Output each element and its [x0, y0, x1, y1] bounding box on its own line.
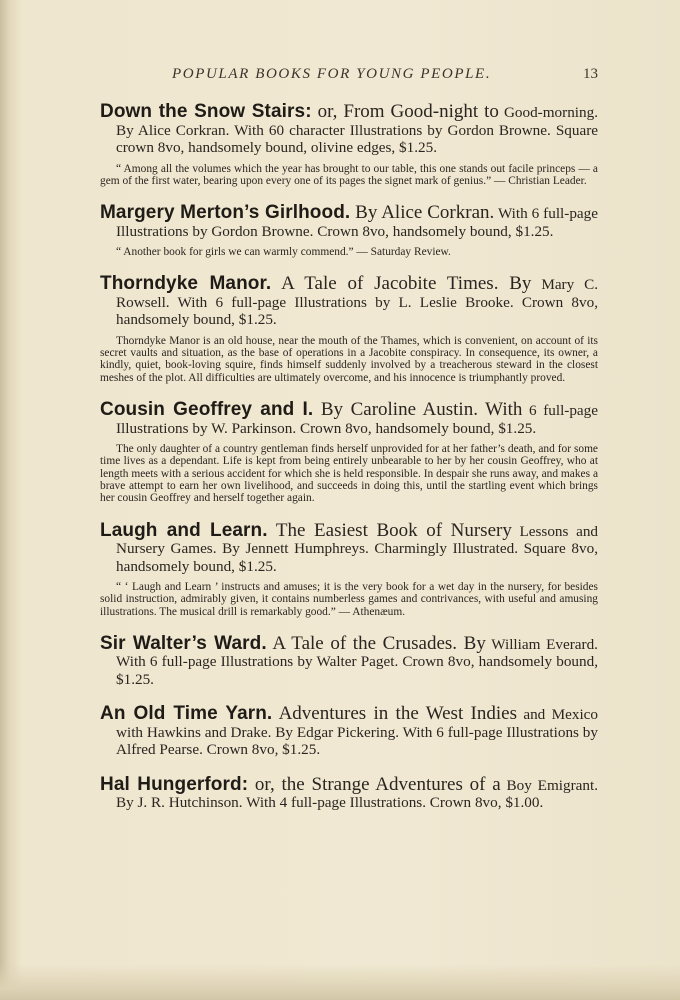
book-title: Hal Hungerford:	[100, 773, 249, 795]
book-subtitle: By Alice Corkran.	[350, 202, 495, 224]
book-entry-down-the-snow-stairs	[100, 103, 598, 187]
book-list	[100, 103, 598, 829]
book-title: An Old Time Yarn.	[100, 703, 273, 725]
book-entry-sir-walters-ward	[100, 632, 598, 689]
entry-description	[100, 275, 598, 329]
book-entry-margery-merton	[100, 204, 598, 258]
review-summary: Thorndyke Manor is an old house, near the mouth of the Thames, which is convenient, on account of its secret vaults and situation, as the base of operations in a Jacobite conspiracy. In consequence, its owner, a kindly, quiet, book-loving squire, finds himself suddenly involved by a treacherous steward in the closest meshes of the plot. All difficulties are ultimately overcome, and his innocence is triumphantly proved.	[100, 334, 598, 384]
page-bottom-edge	[0, 964, 680, 1000]
entry-description	[100, 632, 598, 689]
review-summary: The only daughter of a country gentleman finds herself unprovided for at her father’s death, and for some time lives as a dependant. Life is kept from being entirely unbearable to her by her cousin Geoffrey, who at length meets with a serious accident for which she is held responsible. In despair she runs away, and makes a brave attempt to earn her own livelihood, and succeeds in doing this, until the startling event which brings her cousin Geoffrey and herself together again.	[100, 443, 598, 505]
book-title: Thorndyke Manor.	[100, 273, 272, 295]
entry-description	[100, 705, 598, 759]
book-title: Cousin Geoffrey and I.	[100, 399, 314, 421]
page-number: 13	[583, 66, 598, 82]
book-title: Margery Merton’s Girlhood.	[100, 202, 351, 224]
book-subtitle: By Caroline Austin. With	[313, 399, 523, 421]
book-details: Lessons and Nursery Games. By Jennett Humphreys. Charmingly Illustrated. Square 8vo, handsomely bound, $1.25.	[116, 522, 599, 575]
book-title: Laugh and Learn.	[100, 519, 268, 541]
entry-description	[100, 401, 598, 437]
book-details: and Mexico with Hawkins and Drake. By Edgar Pickering. With 6 full-page Illustrations by Alfred Pearse. Crown 8vo, $1.25.	[116, 706, 598, 759]
book-subtitle: The Easiest Book of Nursery	[267, 519, 512, 541]
book-details: 6 full-page Illustrations by W. Parkinson. Crown 8vo, handsomely bound, $1.25.	[116, 402, 599, 437]
book-subtitle: or, From Good-night to	[311, 101, 499, 122]
page-header	[100, 66, 598, 83]
entry-description	[100, 773, 598, 812]
book-subtitle: Adventures in the West Indies	[272, 703, 517, 725]
entry-description	[100, 519, 599, 576]
review-quote: “ ‘ Laugh and Learn ’ instructs and amuses; it is the very book for a wet day in the nursery, for besides solid instruction, admirably given, it contains numberless games and contrivances, with useful and amusing illustrations. The musical drill is remarkably good.” — Athenæum.	[100, 581, 598, 618]
entry-description	[100, 204, 598, 240]
book-entry-old-time-yarn	[100, 705, 598, 759]
book-entry-laugh-and-learn	[100, 519, 599, 618]
book-details: Boy Emigrant. By J. R. Hutchinson. With 4 full-page Illustrations. Crown 8vo, $1.00.	[116, 776, 598, 812]
book-subtitle: or, the Strange Adventures of a	[248, 773, 501, 795]
book-title: Sir Walter’s Ward.	[100, 632, 267, 654]
book-entry-thorndyke-manor	[100, 275, 598, 384]
entry-description	[100, 103, 598, 157]
book-details: With 6 full-page Illustrations by Gordon Browne. Crown 8vo, handsomely bound, $1.25.	[116, 205, 598, 240]
book-details: William Everard. With 6 full-page Illustrations by Walter Paget. Crown 8vo, handsomely bound, $1.25.	[116, 635, 598, 688]
review-quote: “ Among all the volumes which the year has brought to our table, this one stands out facile princeps — a gem of the first water, bearing upon every one of its pages the signet mark of genius.” — Christian Leader.	[100, 162, 598, 187]
book-details: Good-morning. By Alice Corkran. With 60 character Illustrations by Gordon Browne. Square crown 8vo, handsomely bound, olivine edges, $1.25.	[116, 104, 599, 156]
book-details: Mary C. Rowsell. With 6 full-page Illustrations by L. Leslie Brooke. Crown 8vo, handsomely bound, $1.25.	[116, 276, 599, 329]
book-subtitle: A Tale of the Crusades. By	[266, 632, 486, 654]
review-quote: “ Another book for girls we can warmly commend.” — Saturday Review.	[116, 246, 451, 259]
book-entry-cousin-geoffrey	[100, 401, 598, 504]
book-subtitle: A Tale of Jacobite Times. By	[271, 273, 532, 295]
book-entry-hal-hungerford	[100, 773, 598, 812]
book-title: Down the Snow Stairs:	[100, 101, 312, 122]
running-title: POPULAR BOOKS FOR YOUNG PEOPLE.	[172, 66, 492, 82]
